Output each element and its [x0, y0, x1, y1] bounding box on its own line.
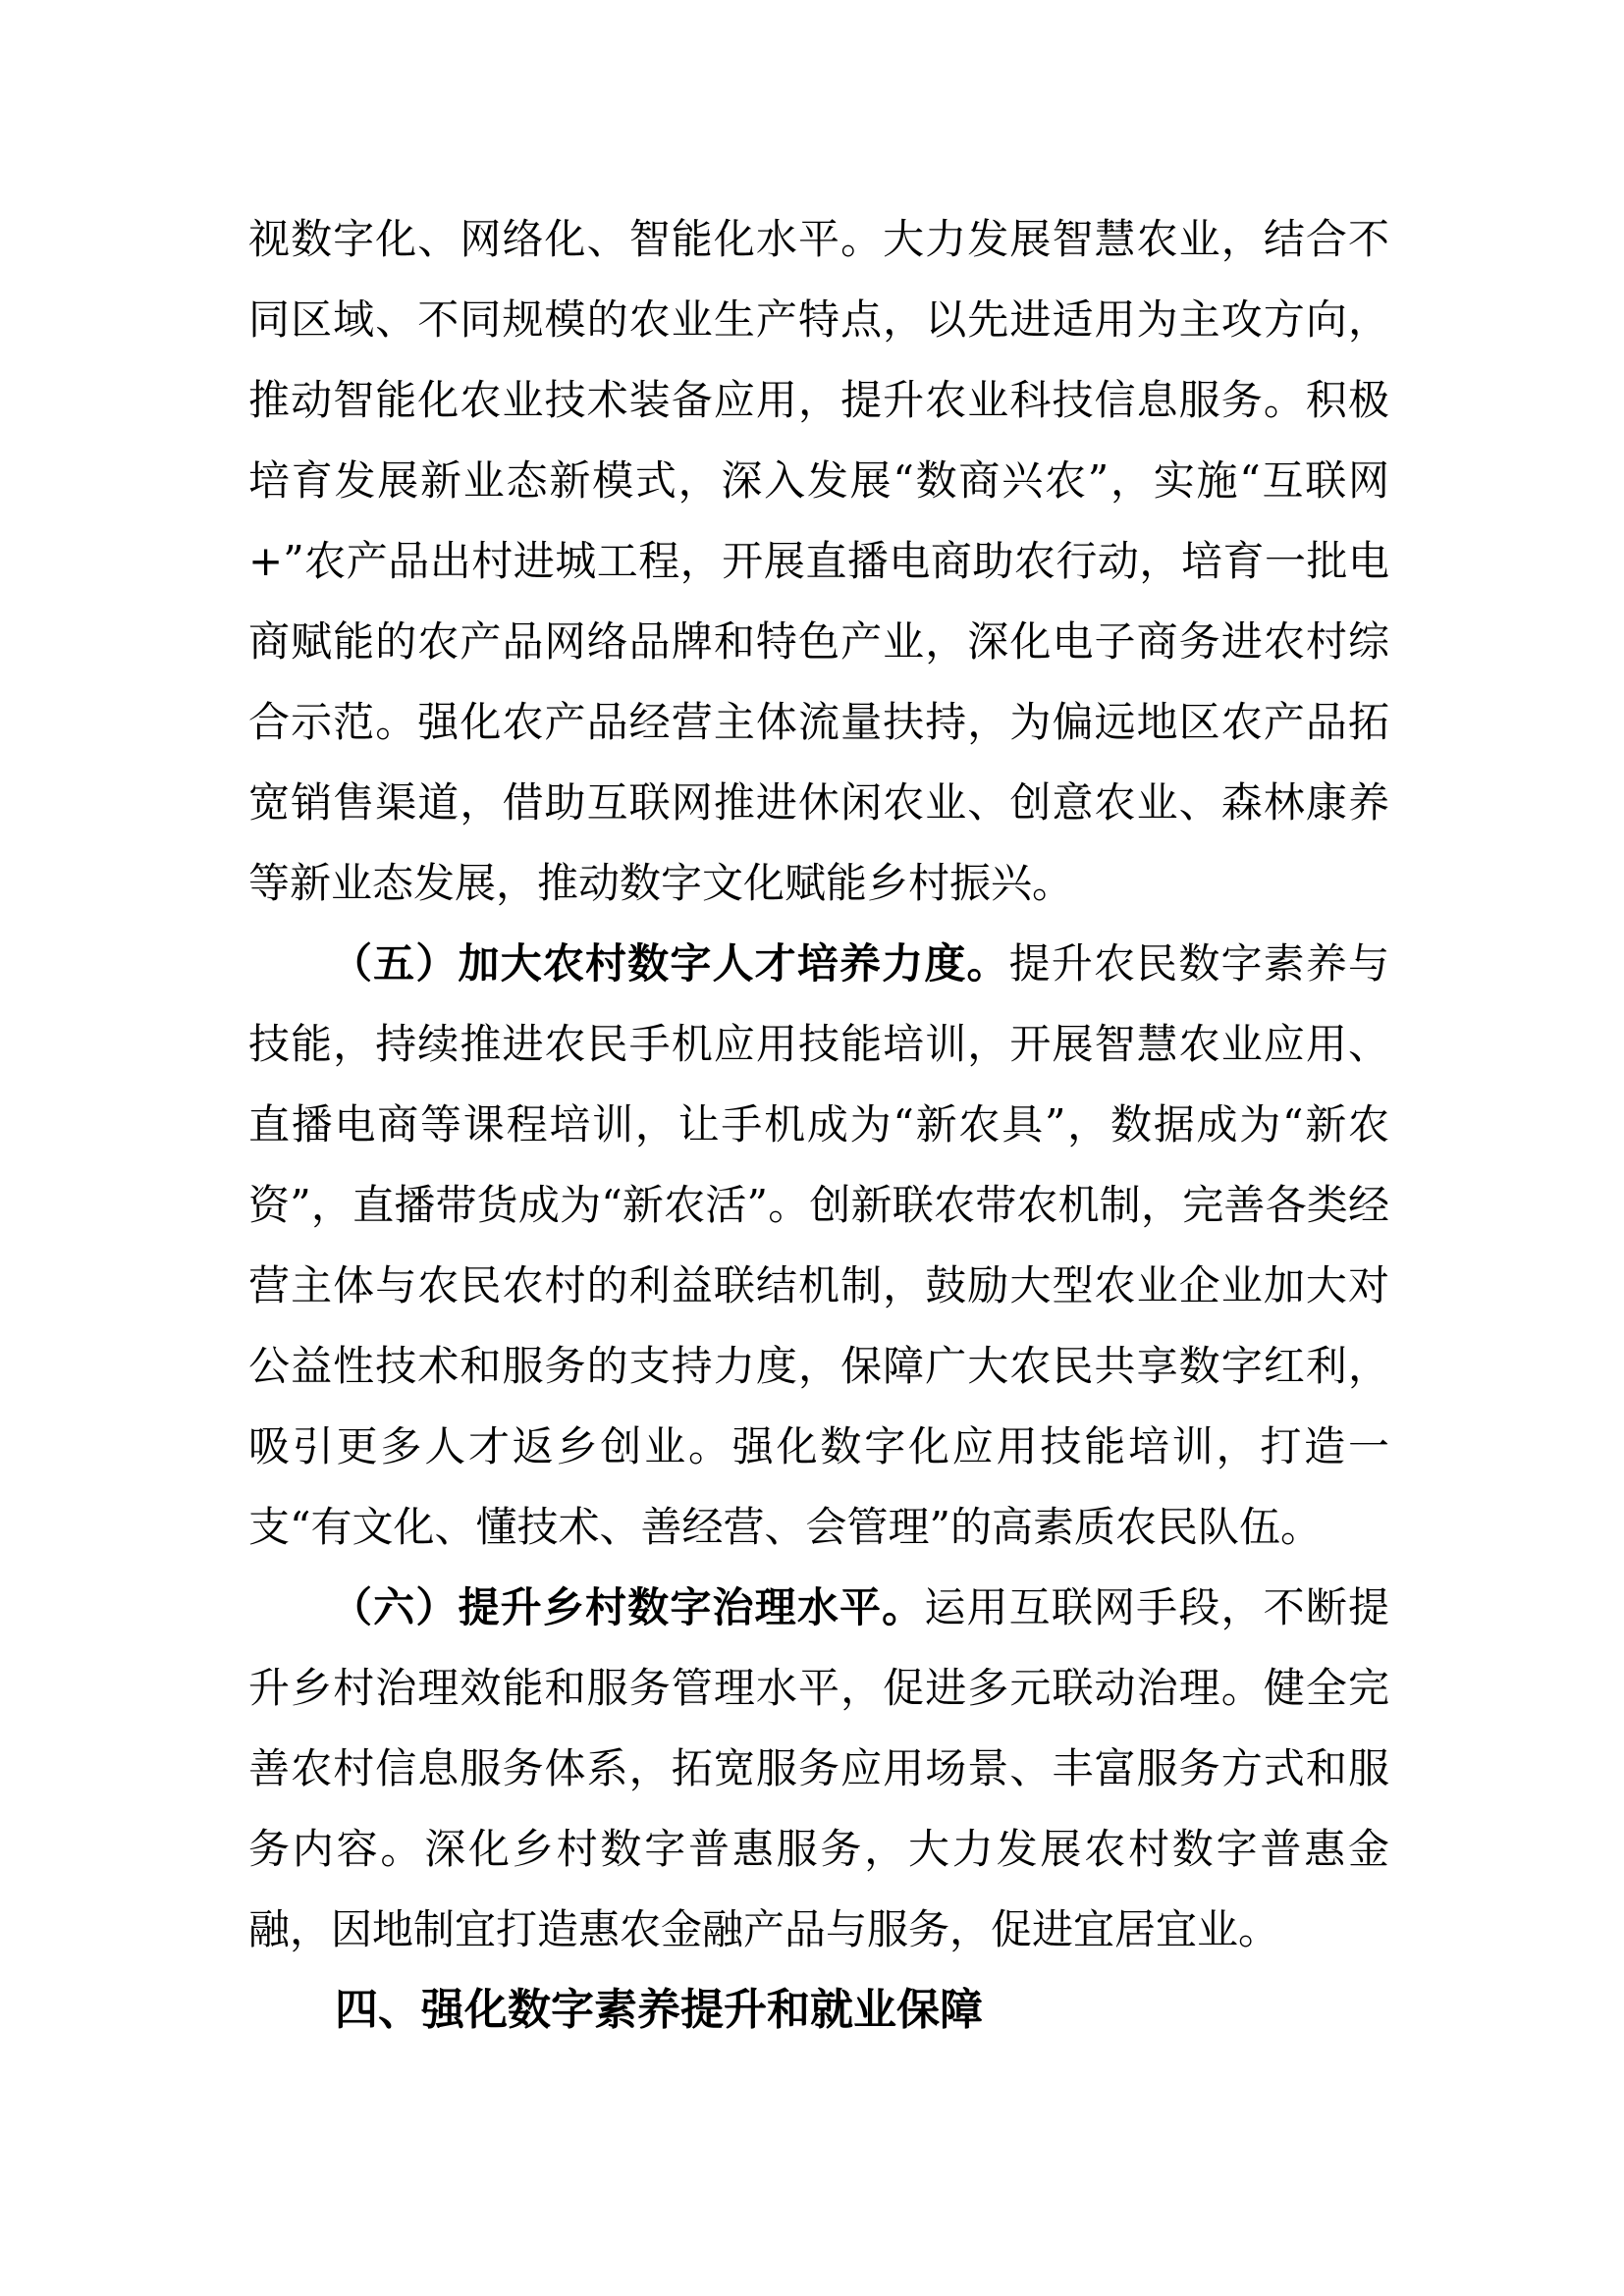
section-heading: 四、强化数字素养提升和就业保障: [335, 1985, 983, 2035]
paragraph-item-5: [248, 924, 1389, 1568]
paragraph-lead: （五）加大农村数字人才培养力度。: [331, 939, 1009, 988]
paragraph-text: 运用互联网手段，不断提升乡村治理效能和服务管理水平，促进多元联动治理。健全完善农村信息服务体系，拓宽服务应用场景、丰富服务方式和服务内容。深化乡村数字普惠服务，大力发展农村数字普惠金融，因地制宜打造惠农金融产品与服务，促进宜居宜业。: [248, 1583, 1389, 1953]
paragraph-continuation: [248, 199, 1389, 924]
paragraph-text: 视数字化、网络化、智能化水平。大力发展智慧农业，结合不同区域、不同规模的农业生产特点，以先进适用为主攻方向，推动智能化农业技术装备应用，提升农业科技信息服务。积极培育发展新业态新模式，深入发展“数商兴农”，实施“互联网+”农产品出村进城工程，开展直播电商助农行动，培育一批电商赋能的农产品网络品牌和特色产业，深化电子商务进农村综合示范。强化农产品经营主体流量扶持，为偏远地区农产品拓宽销售渠道，借助互联网推进休闲农业、创意农业、森林康养等新业态发展，推动数字文化赋能乡村振兴。: [248, 215, 1389, 907]
paragraph-lead: （六）提升乡村数字治理水平。: [331, 1583, 925, 1631]
paragraph-text: 提升农民数字素养与技能，持续推进农民手机应用技能培训，开展智慧农业应用、直播电商等课程培训，让手机成为“新农具”，数据成为“新农资”，直播带货成为“新农活”。创新联农带农机制，完善各类经营主体与农民农村的利益联结机制，鼓励大型农业企业加大对公益性技术和服务的支持力度，保障广大农民共享数字红利，吸引更多人才返乡创业。强化数字化应用技能培训，打造一支“有文化、懂技术、善经营、会管理”的高素质农民队伍。: [248, 939, 1389, 1551]
paragraph-item-6: [248, 1568, 1389, 1970]
document-body: [248, 199, 1389, 2051]
